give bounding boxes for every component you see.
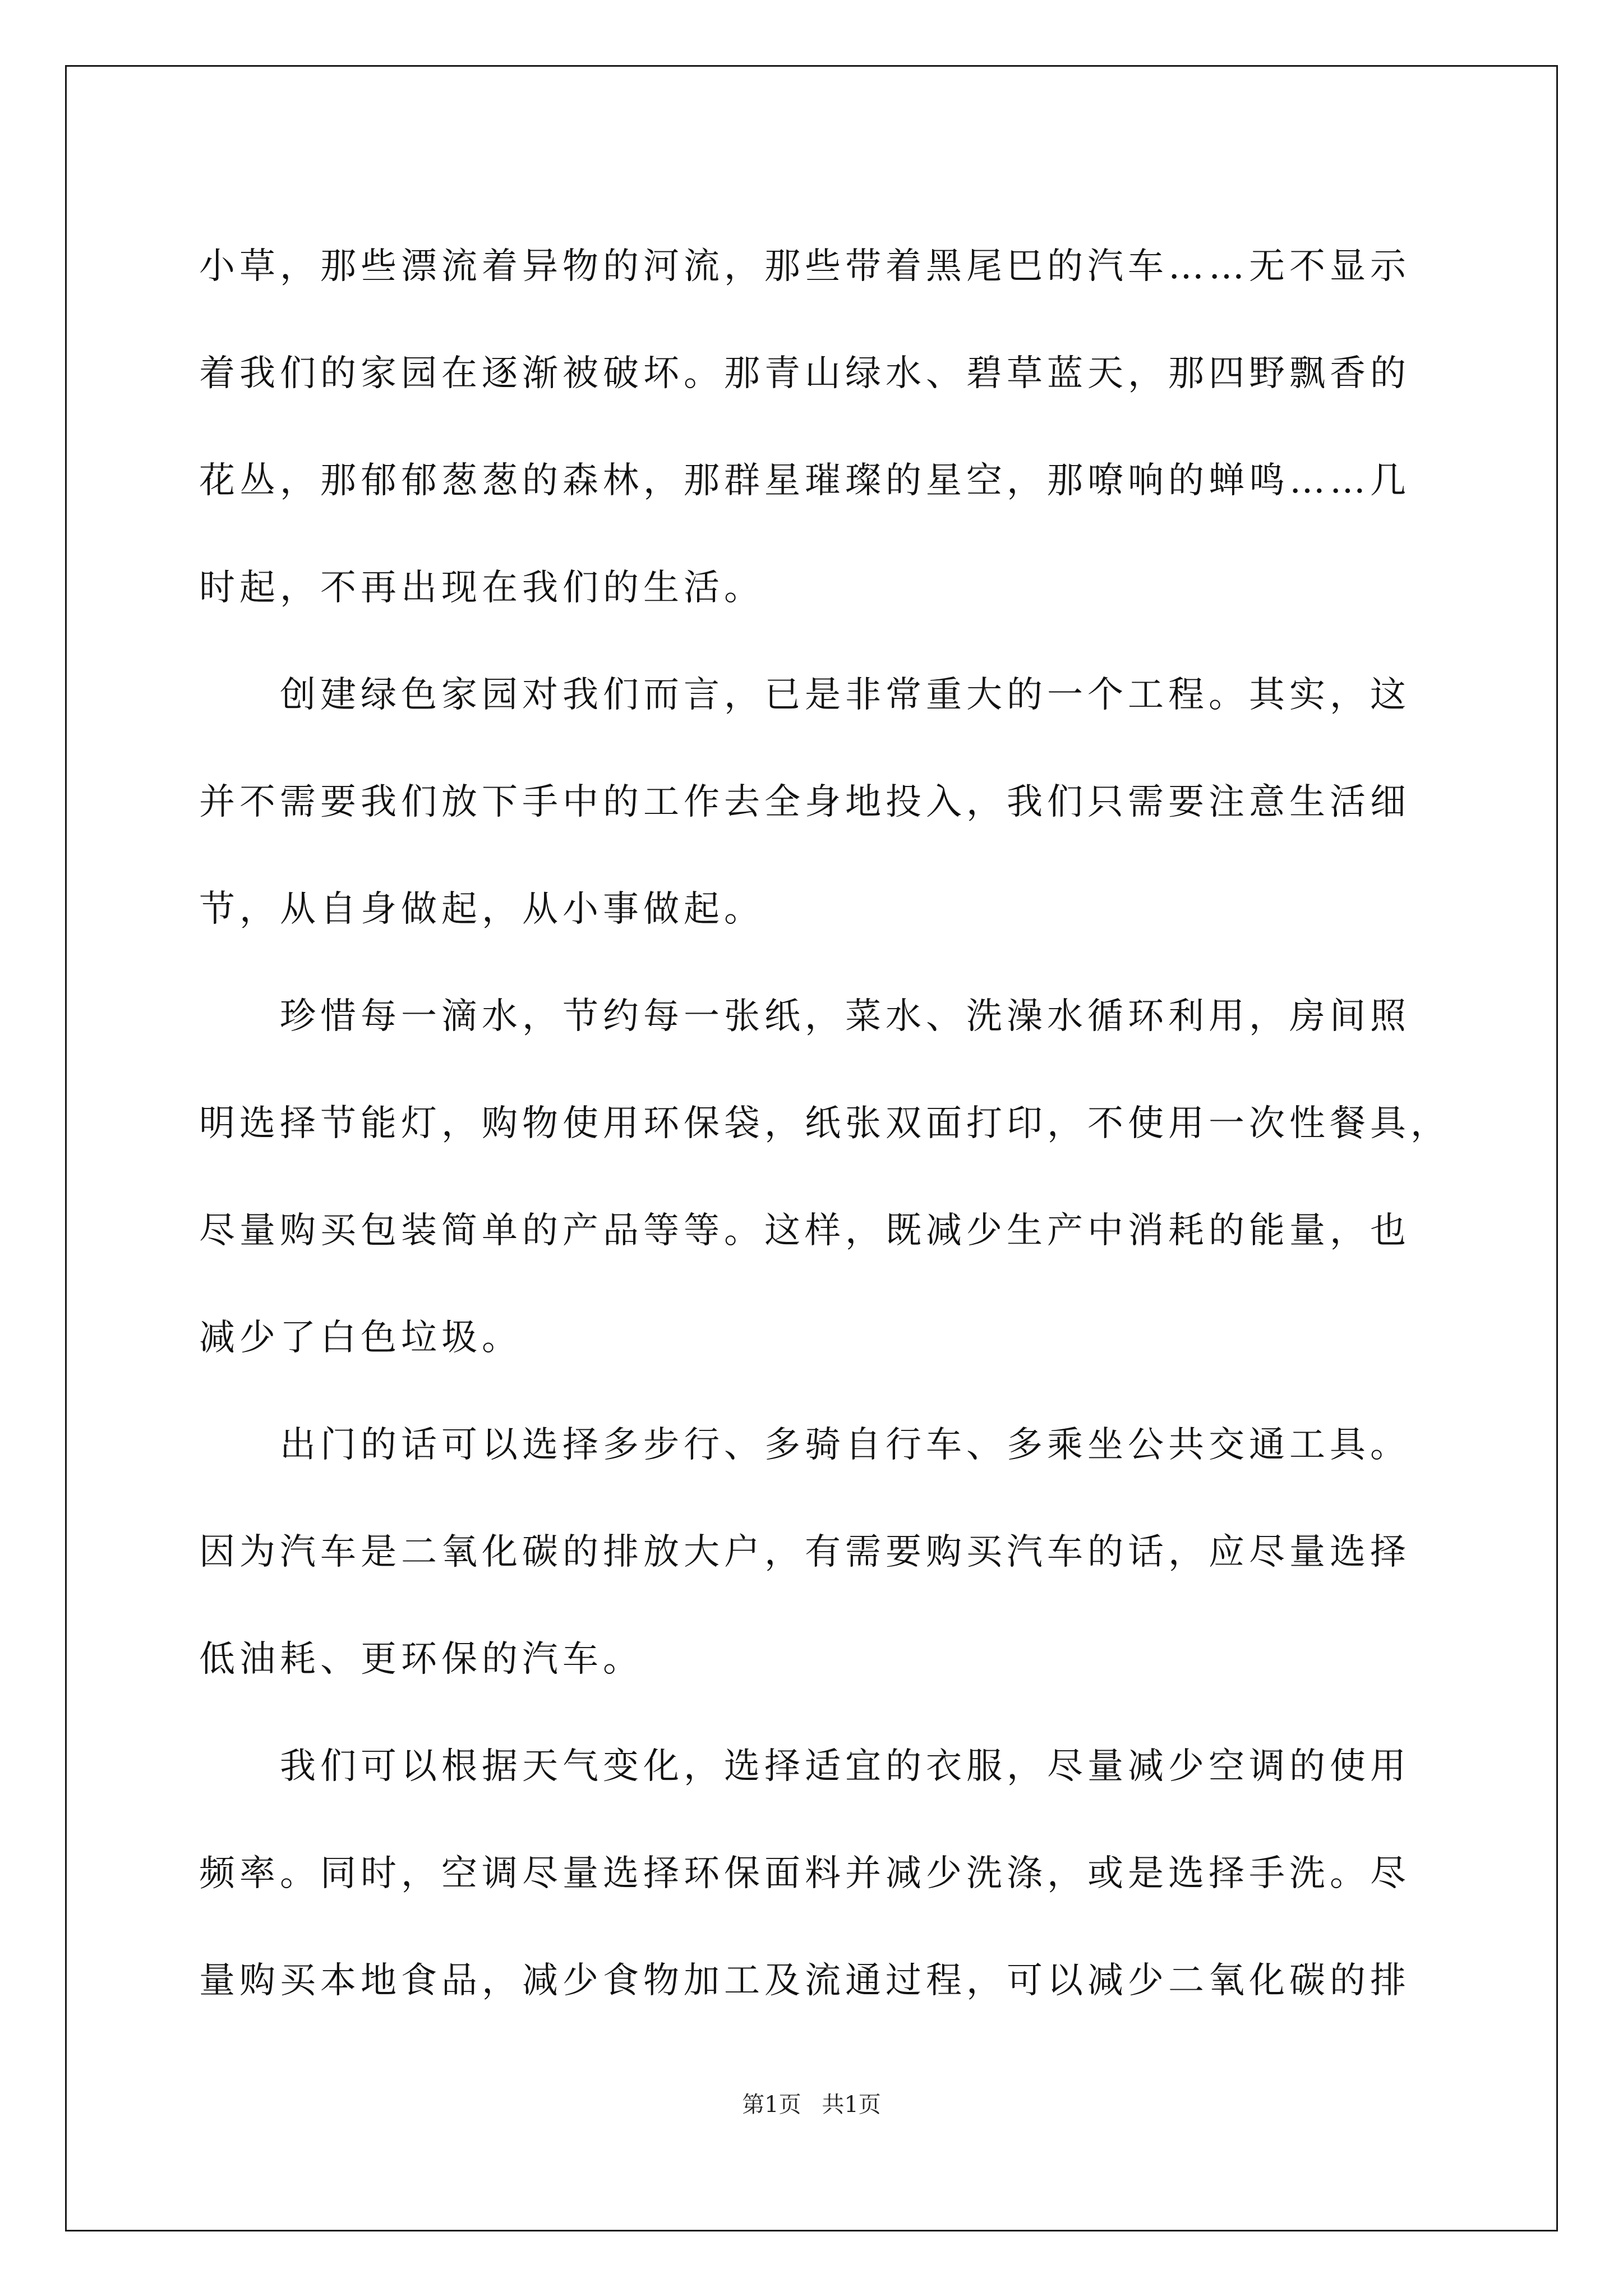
paragraph-start-line: 我们可以根据天气变化，选择适宜的衣服，尽量减少空调的使用 bbox=[280, 1746, 1410, 1787]
text-line: 低油耗、更环保的汽车。 bbox=[199, 1639, 643, 1680]
text-line: 时起，不再出现在我们的生活。 bbox=[199, 567, 764, 609]
text-line: 明选择节能灯，购物使用环保袋，纸张双面打印，不使用一次性餐具， bbox=[199, 1103, 1451, 1144]
text-line: 并不需要我们放下手中的工作去全身地投入，我们只需要注意生活细 bbox=[199, 781, 1410, 823]
document-body bbox=[199, 213, 1451, 2035]
text-line: 尽量购买包装简单的产品等等。这样，既减少生产中消耗的能量，也 bbox=[199, 1210, 1410, 1251]
text-line: 减少了白色垃圾。 bbox=[199, 1317, 522, 1359]
paragraph-start-line: 创建绿色家园对我们而言，已是非常重大的一个工程。其实，这 bbox=[280, 674, 1410, 716]
text-line: 节，从自身做起，从小事做起。 bbox=[199, 889, 764, 930]
page-footer bbox=[0, 2087, 1623, 2119]
text-line: 小草，那些漂流着异物的河流，那些带着黑尾巴的汽车……无不显示 bbox=[199, 246, 1410, 287]
paragraph-start-line: 珍惜每一滴水，节约每一张纸，菜水、洗澡水循环利用，房间照 bbox=[280, 996, 1410, 1037]
text-line: 因为汽车是二氧化碳的排放大户，有需要购买汽车的话，应尽量选择 bbox=[199, 1531, 1410, 1573]
page-number: 第1页 bbox=[742, 2092, 801, 2118]
text-line: 频率。同时，空调尽量选择环保面料并减少洗涤，或是选择手洗。尽 bbox=[199, 1853, 1410, 1894]
text-line: 着我们的家园在逐渐被破坏。那青山绿水、碧草蓝天，那四野飘香的 bbox=[199, 353, 1410, 394]
text-line: 量购买本地食品，减少食物加工及流通过程，可以减少二氧化碳的排 bbox=[199, 1960, 1410, 2001]
paragraph-start-line: 出门的话可以选择多步行、多骑自行车、多乘坐公共交通工具。 bbox=[280, 1424, 1410, 1466]
page-total: 共1页 bbox=[822, 2092, 881, 2118]
text-line: 花丛，那郁郁葱葱的森林，那群星璀璨的星空，那嘹响的蝉鸣……几 bbox=[199, 460, 1410, 501]
